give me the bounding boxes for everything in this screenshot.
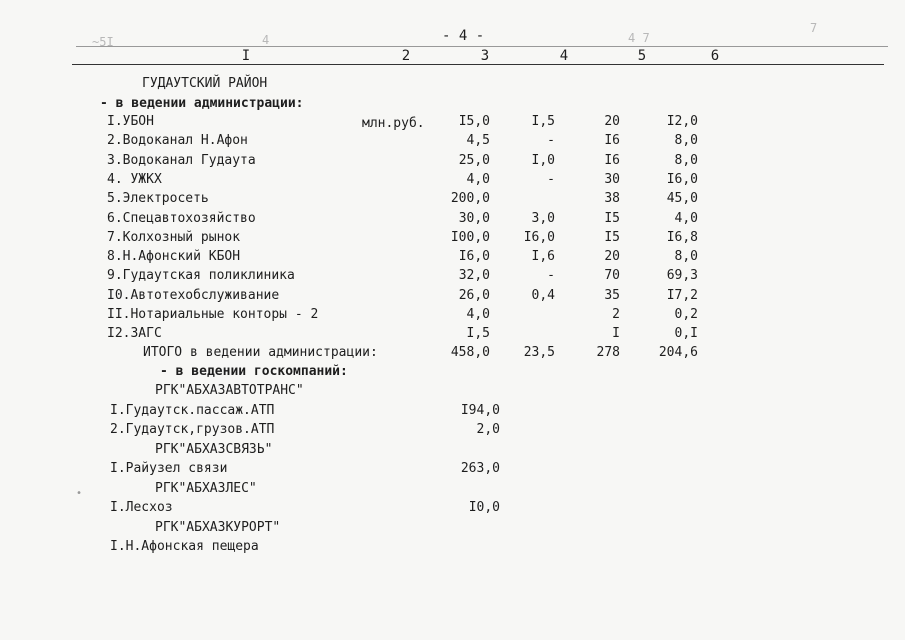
admin-total-c4: 23,5 <box>523 345 555 360</box>
admin-row-c3: 4,0 <box>466 172 490 187</box>
company-row-c3: I94,0 <box>460 403 500 418</box>
admin-row-c3: I5,0 <box>458 114 490 129</box>
admin-row-name: I.УБОН <box>107 114 154 129</box>
admin-row-c5: 20 <box>604 249 620 264</box>
admin-row-name: 7.Колхозный рынок <box>107 230 241 245</box>
admin-row-c3: I00,0 <box>450 230 490 245</box>
company-row-c3: 2,0 <box>476 422 500 437</box>
admin-row-c6: I6,0 <box>666 172 698 187</box>
company-row-c3: I0,0 <box>468 500 500 515</box>
admin-row-name: I2.ЗАГС <box>107 326 162 341</box>
state-section-title: - в ведении госкомпаний: <box>160 364 348 379</box>
page-number: - 4 - <box>442 28 485 44</box>
admin-row-c3: 30,0 <box>458 211 490 226</box>
admin-row-name: 6.Спецавтохозяйство <box>107 211 256 226</box>
admin-row-c6: 69,3 <box>666 268 698 283</box>
admin-row-c5: 35 <box>604 288 620 303</box>
admin-row-c6: I7,2 <box>666 288 698 303</box>
company-row-name: 2.Гудаутск,грузов.АТП <box>110 422 275 437</box>
admin-row-c3: 4,5 <box>466 133 490 148</box>
column-number-5: 5 <box>637 48 647 64</box>
company-row-c3: 263,0 <box>460 461 500 476</box>
admin-row-c3: 26,0 <box>458 288 490 303</box>
admin-total-label: ИТОГО в ведении администрации: <box>143 345 378 360</box>
unit-label: млн.руб. <box>362 116 425 131</box>
admin-row-c6: 8,0 <box>674 133 698 148</box>
admin-row-c3: I,5 <box>466 326 490 341</box>
admin-row-c6: 45,0 <box>666 191 698 206</box>
header-rule-top <box>76 46 888 47</box>
margin-speck: • <box>76 488 83 499</box>
company-title: РГК"АБХАЗЛЕС" <box>155 481 257 496</box>
admin-row-c6: I6,8 <box>666 230 698 245</box>
admin-row-c6: I2,0 <box>666 114 698 129</box>
admin-row-c4: I6,0 <box>523 230 555 245</box>
company-row-name: I.Лесхоз <box>110 500 173 515</box>
admin-row-c6: 8,0 <box>674 249 698 264</box>
admin-row-c5: I <box>612 326 620 341</box>
header-rule-bottom <box>72 64 884 65</box>
company-title: РГК"АБХАЗКУРОРТ" <box>155 520 281 535</box>
admin-row-c3: 200,0 <box>450 191 490 206</box>
admin-row-name: 5.Электросеть <box>107 191 209 206</box>
admin-row-c4: 0,4 <box>531 288 555 303</box>
admin-row-c4: I,0 <box>531 153 555 168</box>
company-row-name: I.Н.Афонская пещера <box>110 539 259 554</box>
column-number-6: 6 <box>710 48 720 64</box>
admin-row-name: 2.Водоканал Н.Афон <box>107 133 248 148</box>
admin-row-c5: 70 <box>604 268 620 283</box>
admin-row-c5: I5 <box>604 230 620 245</box>
company-row-name: I.Райузел связи <box>110 461 228 476</box>
admin-row-c3: 4,0 <box>466 307 490 322</box>
column-number-1: I <box>241 48 251 64</box>
admin-row-name: 9.Гудаутская поликлиника <box>107 268 295 283</box>
admin-row-c5: 30 <box>604 172 620 187</box>
bleed-mark-4: 7 <box>810 21 818 35</box>
column-number-4: 4 <box>559 48 569 64</box>
admin-row-c4: 3,0 <box>531 211 555 226</box>
admin-row-c5: I6 <box>604 133 620 148</box>
admin-row-name: 4. УЖКХ <box>107 172 162 187</box>
admin-row-c6: 0,I <box>674 326 698 341</box>
admin-row-c5: 38 <box>604 191 620 206</box>
admin-row-c4: - <box>547 133 555 148</box>
admin-row-c5: 20 <box>604 114 620 129</box>
admin-row-c5: I6 <box>604 153 620 168</box>
admin-row-c6: 0,2 <box>674 307 698 322</box>
company-row-name: I.Гудаутск.пассаж.АТП <box>110 403 275 418</box>
bleed-mark-2: 4 <box>262 33 270 47</box>
admin-row-name: II.Нотариальные конторы - 2 <box>107 307 319 322</box>
admin-total-c6: 204,6 <box>658 345 698 360</box>
admin-total-c5: 278 <box>596 345 620 360</box>
column-number-2: 2 <box>401 48 411 64</box>
admin-row-name: I0.Автотехобслуживание <box>107 288 280 303</box>
column-number-3: 3 <box>480 48 490 64</box>
admin-row-c4: I,6 <box>531 249 555 264</box>
admin-row-c6: 8,0 <box>674 153 698 168</box>
admin-row-c4: - <box>547 268 555 283</box>
bleed-mark-1: ~5I <box>92 35 114 49</box>
admin-total-c3: 458,0 <box>450 345 490 360</box>
admin-row-name: 3.Водоканал Гудаута <box>107 153 256 168</box>
admin-row-c5: I5 <box>604 211 620 226</box>
bleed-mark-3: 4 7 <box>628 31 650 45</box>
admin-row-name: 8.Н.Афонский КБОН <box>107 249 241 264</box>
admin-row-c3: 32,0 <box>458 268 490 283</box>
admin-section-title: - в ведении администрации: <box>100 96 304 111</box>
admin-row-c3: 25,0 <box>458 153 490 168</box>
company-title: РГК"АБХАЗСВЯЗЬ" <box>155 442 273 457</box>
admin-row-c3: I6,0 <box>458 249 490 264</box>
company-title: РГК"АБХАЗАВТОТРАНС" <box>155 383 304 398</box>
admin-row-c4: - <box>547 172 555 187</box>
admin-row-c4: I,5 <box>531 114 555 129</box>
admin-row-c6: 4,0 <box>674 211 698 226</box>
admin-row-c5: 2 <box>612 307 620 322</box>
region-title: ГУДАУТСКИЙ РАЙОН <box>142 76 268 91</box>
